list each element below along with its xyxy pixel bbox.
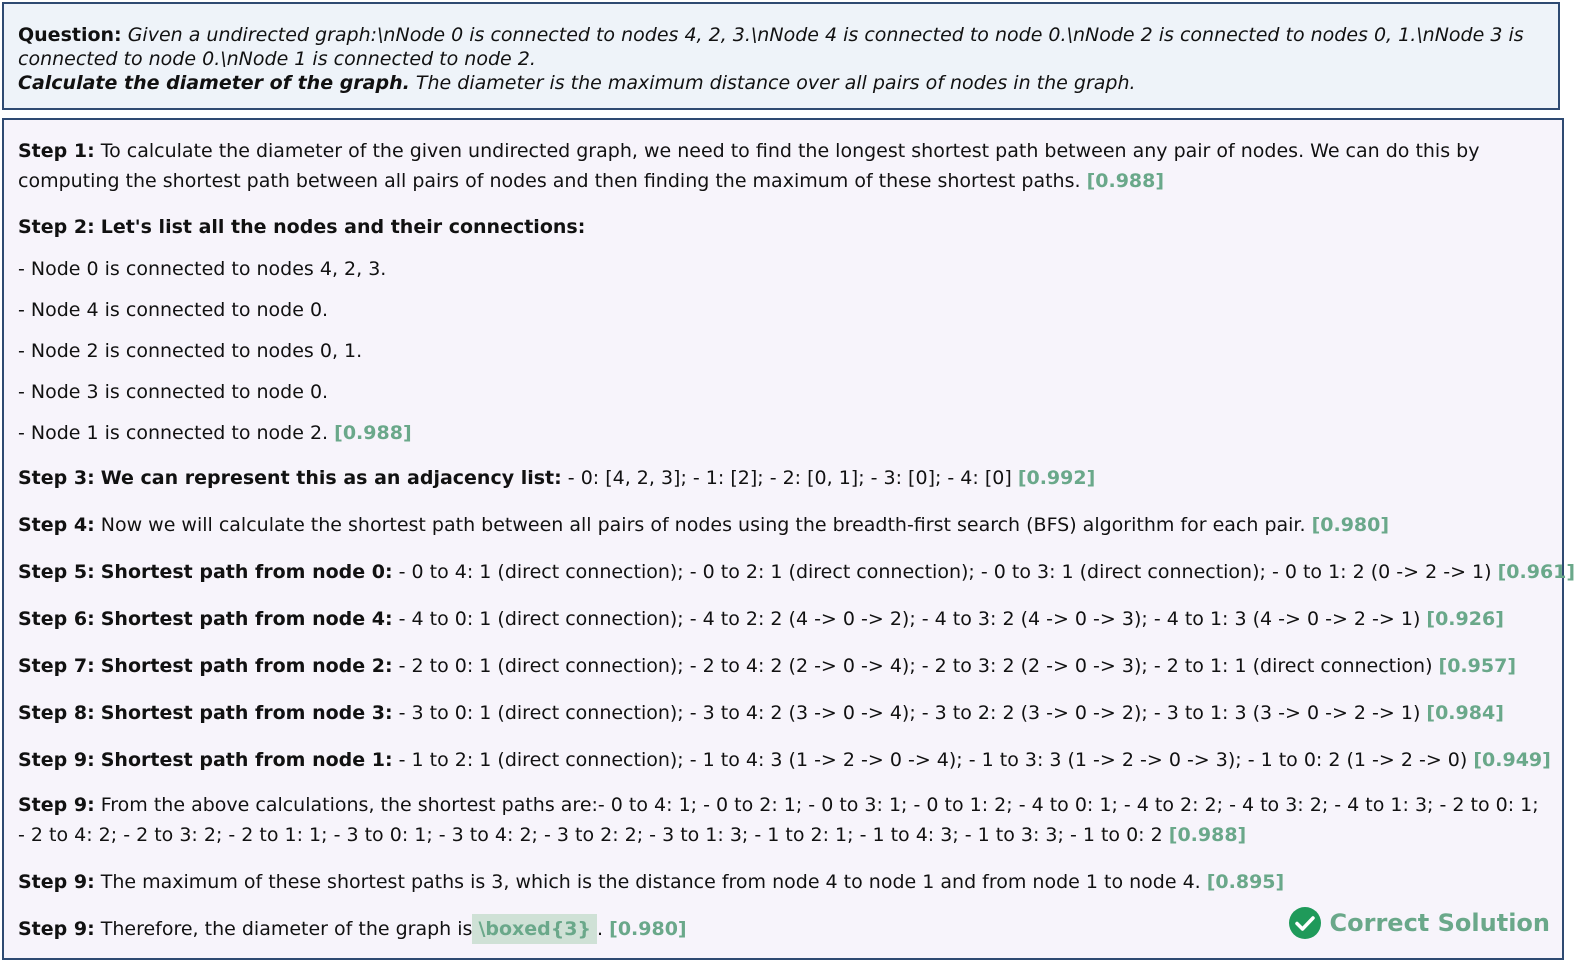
step-text: To calculate the diameter of the given undirected graph, we need to find the longest shortest path between any pair of nodes. We can do this by computing the shortest path between all pairs of nodes and then finding the maximum of these shortest paths. bbox=[18, 140, 1480, 192]
step-score: [0.895] bbox=[1206, 871, 1285, 893]
step-2 bbox=[18, 212, 1548, 242]
step-label: Step 7: bbox=[18, 655, 95, 677]
step-text: The maximum of these shortest paths is 3, which is the distance from node 4 to node 1 and from node 1 to node 4. bbox=[100, 871, 1201, 893]
step-score: [0.992] bbox=[1017, 467, 1096, 489]
step-label: Step 2: bbox=[18, 216, 95, 238]
step-2-line-3 bbox=[18, 336, 1548, 366]
step-heading: Shortest path from node 4: bbox=[100, 608, 393, 630]
step-4 bbox=[18, 510, 1548, 540]
step-line: - Node 4 is connected to node 0. bbox=[18, 299, 329, 321]
step-5 bbox=[18, 557, 1576, 587]
step-punctuation: . bbox=[597, 918, 604, 940]
step-text: - 4 to 0: 1 (direct connection); - 4 to 2: 2 (4 -> 0 -> 2); - 4 to 3: 2 (4 -> 0 -> 3); - 4 to 1: 3 (4 -> 0 -> 2 -> 1) bbox=[398, 608, 1421, 630]
step-heading: Let's list all the nodes and their connections: bbox=[100, 216, 586, 238]
step-score: [0.961] bbox=[1497, 561, 1576, 583]
step-heading: We can represent this as an adjacency list: bbox=[100, 467, 562, 489]
step-2-line-5 bbox=[18, 418, 1548, 448]
step-text: - 2 to 0: 1 (direct connection); - 2 to 4: 2 (2 -> 0 -> 4); - 2 to 3: 2 (2 -> 0 -> 3); - 2 to 1: 1 (direct connection) bbox=[398, 655, 1433, 677]
step-label: Step 6: bbox=[18, 608, 95, 630]
step-score: [0.988] bbox=[1168, 824, 1247, 846]
boxed-answer: \boxed{3} bbox=[472, 914, 597, 944]
step-8 bbox=[18, 698, 1548, 728]
step-label: Step 9: bbox=[18, 871, 95, 893]
question-task-bold: Calculate the diameter of the graph. bbox=[18, 72, 410, 94]
step-score: [0.926] bbox=[1426, 608, 1504, 630]
step-label: Step 9: bbox=[18, 918, 95, 940]
step-text: Now we will calculate the shortest path between all pairs of nodes using the breadth-first search (BFS) algorithm for each pair. bbox=[100, 514, 1306, 536]
step-label: Step 3: bbox=[18, 467, 95, 489]
step-score: [0.957] bbox=[1438, 655, 1516, 677]
step-2-line-2 bbox=[18, 295, 1548, 325]
step-text: - 0: [4, 2, 3]; - 1: [2]; - 2: [0, 1]; - 3: [0]; - 4: [0] bbox=[567, 467, 1012, 489]
step-label: Step 5: bbox=[18, 561, 95, 583]
step-line: - Node 1 is connected to node 2. bbox=[18, 422, 329, 444]
step-heading: Shortest path from node 0: bbox=[100, 561, 393, 583]
step-score: [0.949] bbox=[1473, 749, 1551, 771]
step-line: - Node 0 is connected to nodes 4, 2, 3. bbox=[18, 258, 387, 280]
step-2-line-1 bbox=[18, 254, 1548, 284]
step-text: - 0 to 4: 1 (direct connection); - 0 to 2: 1 (direct connection); - 0 to 3: 1 (direct connection); - 0 to 1: 2 (0 -> 2 -> 1) bbox=[398, 561, 1492, 583]
correct-solution-badge bbox=[1288, 906, 1550, 940]
step-score: [0.980] bbox=[1311, 514, 1390, 536]
step-2-line-4 bbox=[18, 377, 1548, 407]
correct-solution-label: Correct Solution bbox=[1329, 909, 1550, 937]
step-3 bbox=[18, 463, 1548, 493]
check-circle-icon bbox=[1288, 906, 1322, 940]
step-label: Step 9: bbox=[18, 749, 95, 771]
step-score: [0.988] bbox=[1086, 170, 1165, 192]
question-label: Question: bbox=[18, 24, 122, 46]
step-line: - Node 2 is connected to nodes 0, 1. bbox=[18, 340, 363, 362]
question-text: Given a undirected graph:\nNode 0 is connected to nodes 4, 2, 3.\nNode 4 is connected to node 0.\nNode 2 is connected to nodes 0, 1.\nNode 3 is connected to node 0.\nNode 1 is connected to node 2. bbox=[18, 24, 1524, 70]
question-panel bbox=[2, 2, 1560, 110]
step-heading: Shortest path from node 1: bbox=[100, 749, 393, 771]
step-label: Step 1: bbox=[18, 140, 95, 162]
step-text: Therefore, the diameter of the graph is bbox=[100, 918, 473, 940]
step-1 bbox=[18, 136, 1548, 196]
solution-panel bbox=[2, 118, 1576, 960]
step-heading: Shortest path from node 3: bbox=[100, 702, 393, 724]
step-9b bbox=[18, 790, 1548, 850]
step-heading: Shortest path from node 2: bbox=[100, 655, 393, 677]
step-line: - Node 3 is connected to node 0. bbox=[18, 381, 329, 403]
step-label: Step 9: bbox=[18, 794, 95, 816]
step-7 bbox=[18, 651, 1548, 681]
step-text: - 1 to 2: 1 (direct connection); - 1 to 4: 3 (1 -> 2 -> 0 -> 4); - 1 to 3: 3 (1 -> 2 -> 0 -> 3); - 1 to 0: 2 (1 -> 2 -> 0) bbox=[398, 749, 1468, 771]
step-9c bbox=[18, 867, 1548, 897]
step-label: Step 8: bbox=[18, 702, 95, 724]
question-task-rest: The diameter is the maximum distance over all pairs of nodes in the graph. bbox=[415, 72, 1136, 94]
step-label: Step 4: bbox=[18, 514, 95, 536]
step-6 bbox=[18, 604, 1548, 634]
step-score: [0.988] bbox=[334, 422, 412, 444]
step-9a bbox=[18, 745, 1551, 775]
step-score: [0.980] bbox=[609, 918, 687, 940]
step-text: From the above calculations, the shortest paths are:- 0 to 4: 1; - 0 to 2: 1; - 0 to 3: 1; - 0 to 1: 2; - 4 to 0: 1; - 4 to 2: 2; - 4 to 3: 2; - 4 to 1: 3; - 2 to 0: 1; - 2 to 4: 2; - 2 to 3: 2; - 2 to 1: 1; - 3 to 0: 1; - 3 to 4: 2; - 3 to 2: 2; - 3 to 1: 3; - 1 to 2: 1; - 1 to 4: 3; - 1 to 3: 3; - 1 to 0: 2 bbox=[18, 794, 1539, 846]
step-score: [0.984] bbox=[1426, 702, 1504, 724]
step-text: - 3 to 0: 1 (direct connection); - 3 to 4: 2 (3 -> 0 -> 4); - 3 to 2: 2 (3 -> 0 -> 2); - 3 to 1: 3 (3 -> 0 -> 2 -> 1) bbox=[398, 702, 1421, 724]
